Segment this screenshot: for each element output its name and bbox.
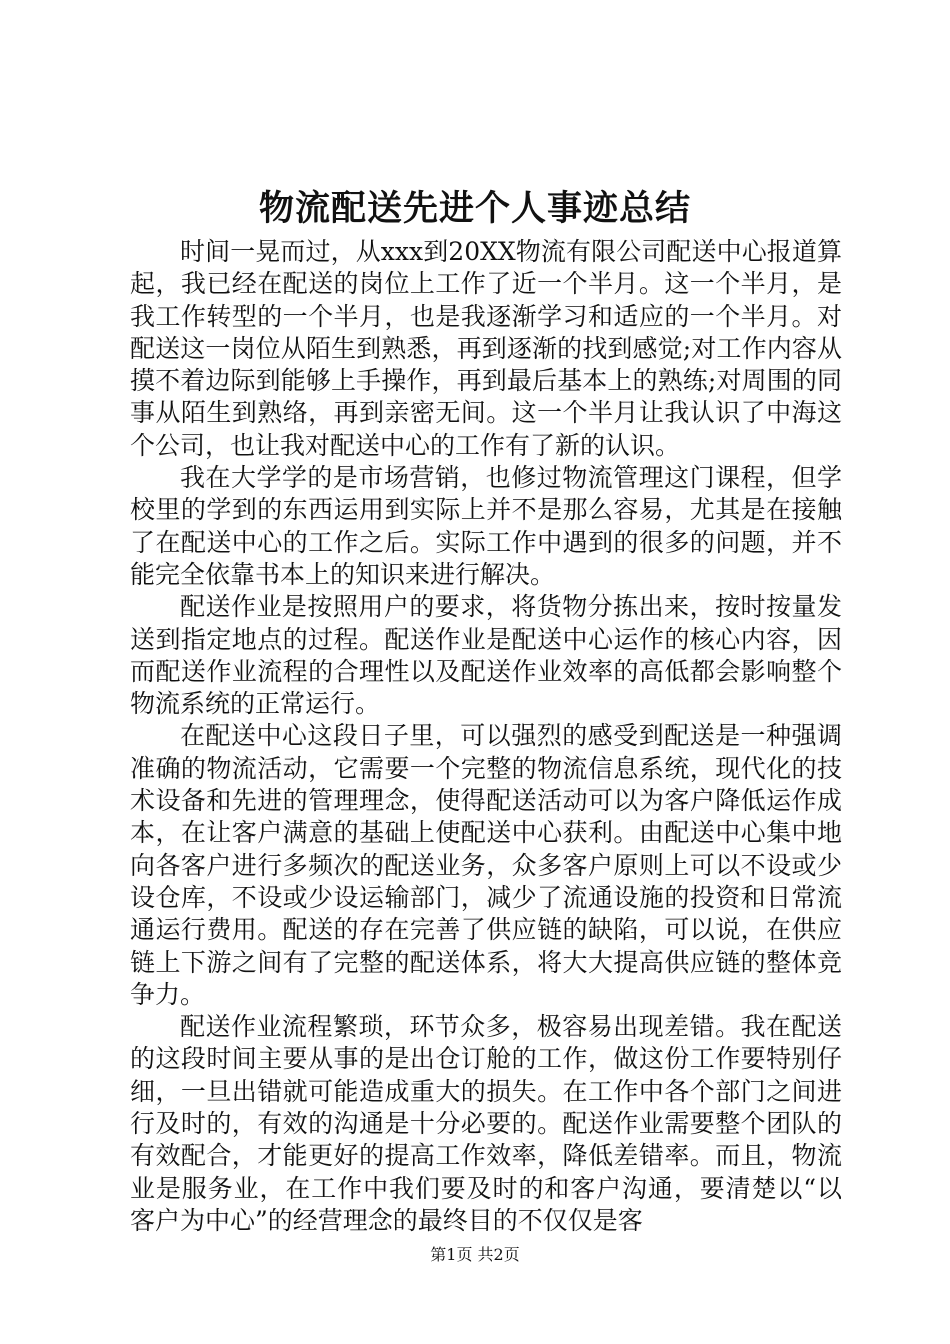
paragraph-4: 在配送中心这段日子里，可以强烈的感受到配送是一种强调准确的物流活动，它需要一个完整的物流信息系统，现代化的技术设备和先进的管理理念，使得配送活动可以为客户降低运作成本，在让客户满意的基础上使配送中心获利。由配送中心集中地向各客户进行多频次的配送业务，众多客户原则上可以不设或少设仓库，不设或少设运输部门，减少了流通设施的投资和日常流通运行费用。配送的存在完善了供应链的缺陷，可以说，在供应链上下游之间有了完整的配送体系，将大大提高供应链的整体竞争力。 [130, 721, 842, 1009]
document-body [130, 236, 842, 1237]
paragraph-2: 我在大学学的是市场营销，也修过物流管理这门课程，但学校里的学到的东西运用到实际上并不是那么容易，尤其是在接触了在配送中心的工作之后。实际工作中遇到的很多的问题，并不能完全依靠书本上的知识来进行解决。 [130, 463, 842, 589]
document-title: 物流配送先进个人事迹总结 [258, 188, 691, 229]
paragraph-5: 配送作业流程繁琐，环节众多，极容易出现差错。我在配送的这段时间主要从事的是出仓订舱的工作，做这份工作要特别仔细，一旦出错就可能造成重大的损失。在工作中各个部门之间进行及时的，有效的沟通是十分必要的。配送作业需要整个团队的有效配合，才能更好的提高工作效率，降低差错率。而且，物流业是服务业，在工作中我们要及时的和客户沟通，要清楚以“以客户为中心”的经营理念的最终目的不仅仅是客 [130, 1012, 842, 1235]
paragraph-3: 配送作业是按照用户的要求，将货物分拣出来，按时按量发送到指定地点的过程。配送作业是配送中心运作的核心内容，因而配送作业流程的合理性以及配送作业效率的高低都会影响整个物流系统的正常运行。 [130, 592, 842, 719]
page-footer: 第1页 共2页 [430, 1245, 520, 1264]
paragraph-1: 时间一晃而过，从xxx到20XX物流有限公司配送中心报道算起，我已经在配送的岗位上工作了近一个半月。这一个半月，是我工作转型的一个半月，也是我逐渐学习和适应的一个半月。对配送这一岗位从陌生到熟悉，再到逐渐的找到感觉;对工作内容从摸不着边际到能够上手操作，再到最后基本上的熟练;对周围的同事从陌生到熟络，再到亲密无间。这一个半月让我认识了中海这个公司，也让我对配送中心的工作有了新的认识。 [130, 237, 842, 460]
